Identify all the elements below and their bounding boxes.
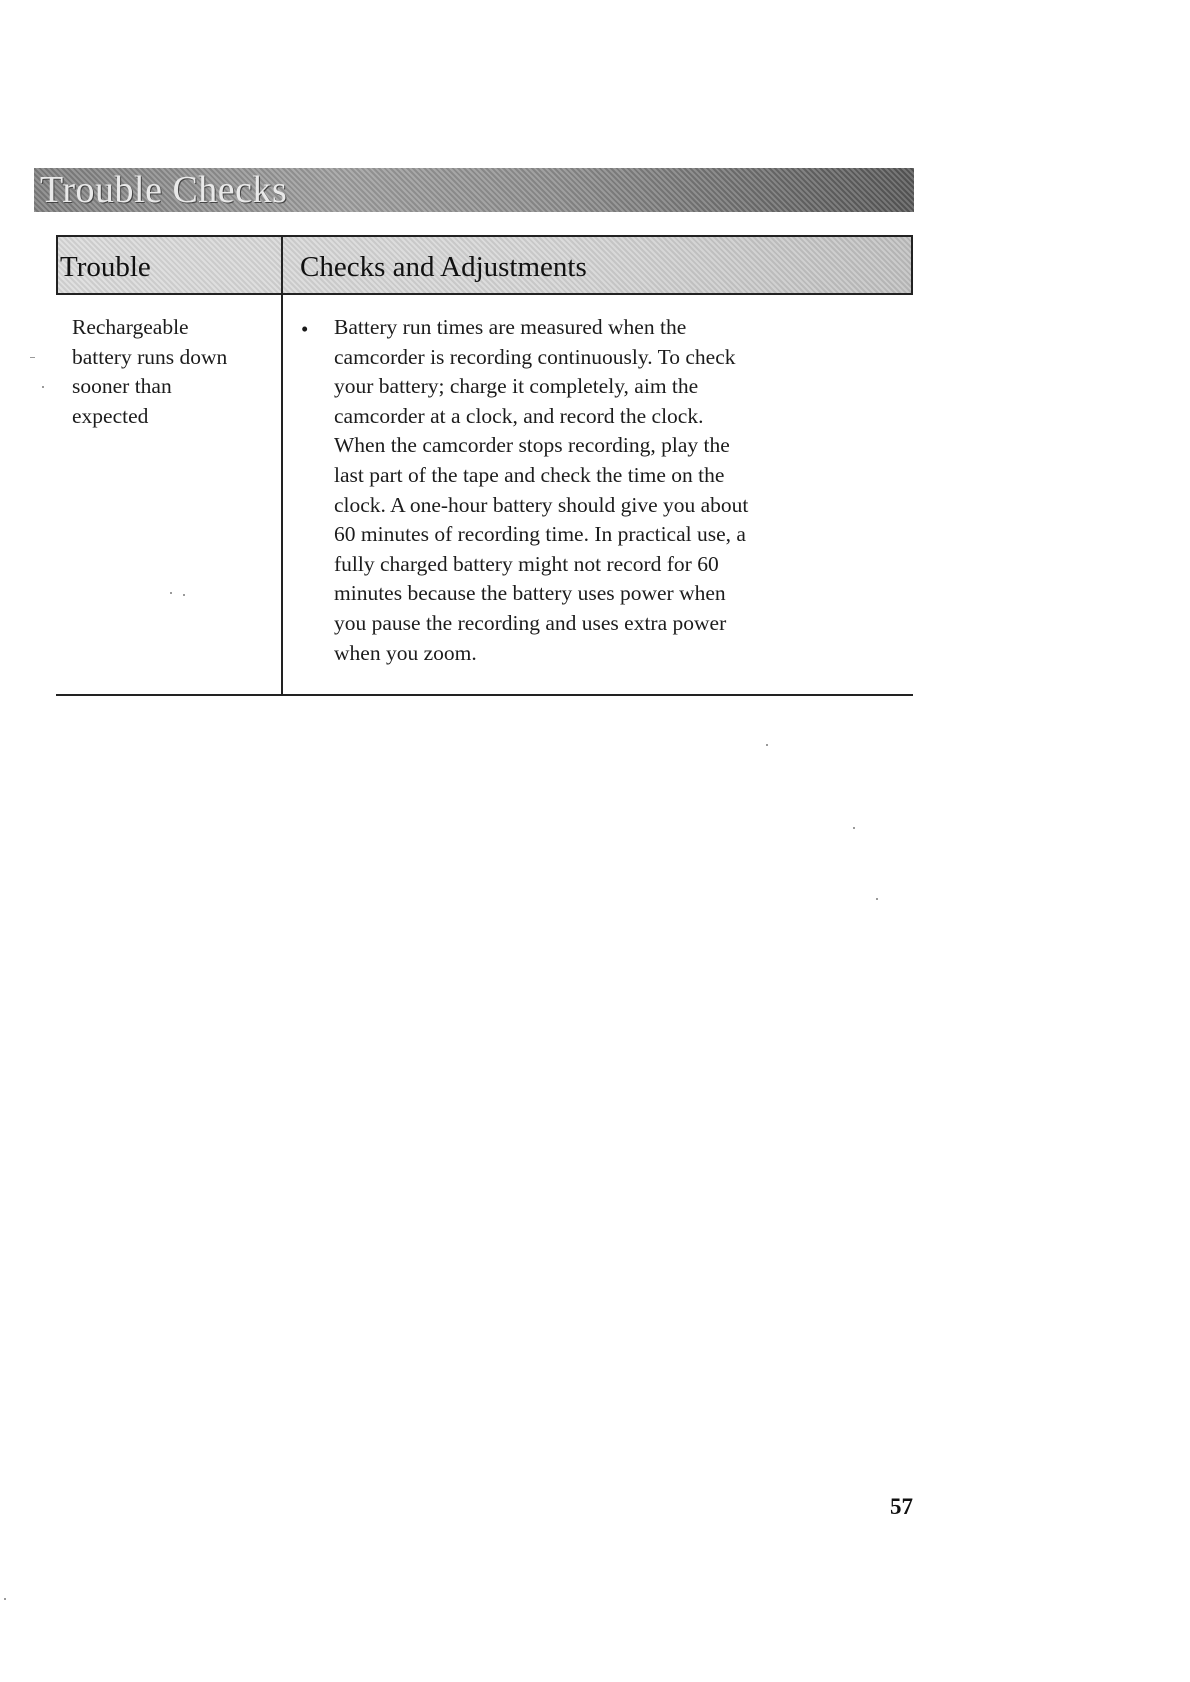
scan-speck xyxy=(42,386,44,388)
check-description xyxy=(334,313,874,668)
check-line: camcorder is recording continuously. To check xyxy=(334,344,736,369)
check-line: clock. A one-hour battery should give you about xyxy=(334,492,749,517)
trouble-description xyxy=(72,313,272,431)
check-line: when you zoom. xyxy=(334,640,477,665)
scan-speck xyxy=(170,592,172,594)
section-title: Trouble Checks xyxy=(40,169,288,211)
column-divider xyxy=(281,235,283,696)
page-number: 57 xyxy=(890,1494,913,1519)
table-header xyxy=(56,235,913,295)
check-line: Battery run times are measured when the xyxy=(334,315,687,339)
column-header-checks: Checks and Adjustments xyxy=(300,251,587,283)
scan-speck xyxy=(183,594,185,596)
check-line: minutes because the battery uses power when xyxy=(334,581,726,606)
check-line: last part of the tape and check the time on the xyxy=(334,462,725,487)
trouble-line: expected xyxy=(72,403,149,428)
scan-speck xyxy=(30,357,35,358)
check-line: you pause the recording and uses extra power xyxy=(334,610,727,635)
header-left-border xyxy=(56,235,58,295)
check-line: When the camcorder stops recording, play the xyxy=(334,433,730,458)
check-line: your battery; charge it completely, aim the xyxy=(334,374,699,399)
bullet-marker: • xyxy=(301,317,309,341)
scan-speck xyxy=(876,898,878,900)
table-bottom-rule xyxy=(56,694,913,696)
column-header-trouble: Trouble xyxy=(60,251,151,283)
scan-speck xyxy=(766,744,768,746)
header-right-border xyxy=(911,235,913,295)
check-line: 60 minutes of recording time. In practical use, a xyxy=(334,522,746,547)
check-line: camcorder at a clock, and record the clock. xyxy=(334,403,704,428)
trouble-line: battery runs down xyxy=(72,344,228,369)
trouble-line: Rechargeable xyxy=(72,315,189,339)
trouble-line: sooner than xyxy=(72,374,172,399)
section-banner xyxy=(34,168,914,212)
check-line: fully charged battery might not record for 60 xyxy=(334,551,719,576)
trouble-table xyxy=(56,235,913,696)
scan-speck xyxy=(4,1598,6,1600)
scan-speck xyxy=(853,827,855,829)
